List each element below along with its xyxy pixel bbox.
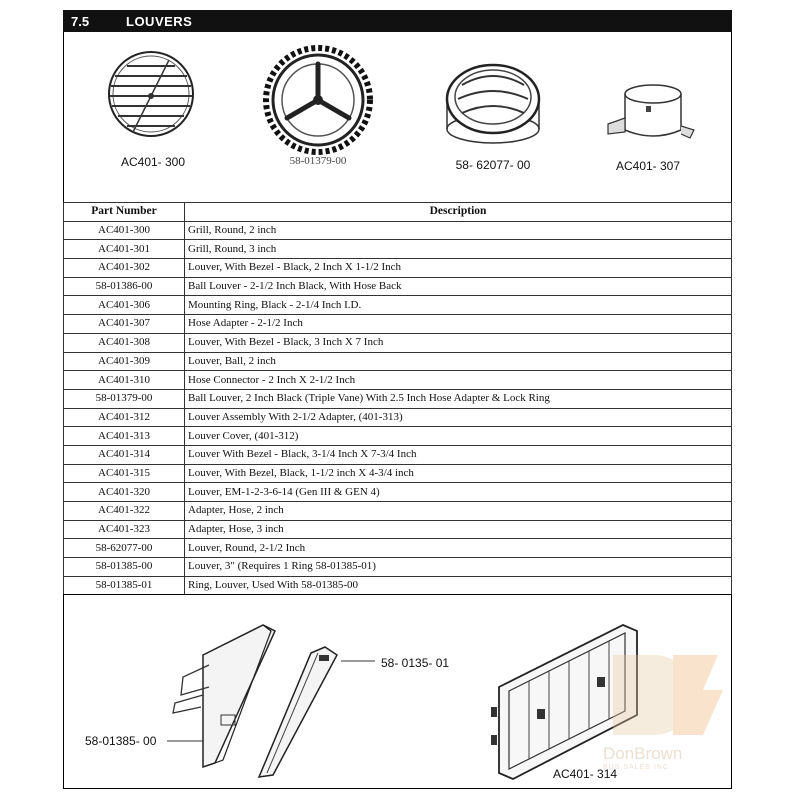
part-label: AC401- 300: [120, 155, 186, 169]
part-number-cell: AC401-307: [64, 315, 185, 334]
triple-vane-ball-louver-icon: [258, 40, 378, 160]
description-cell: Ball Louver - 2-1/2 Inch Black, With Hose Back: [185, 277, 732, 296]
description-cell: Hose Connector - 2 Inch X 2-1/2 Inch: [185, 371, 732, 390]
D3-logo-icon: [603, 645, 728, 745]
table-row: [64, 277, 732, 296]
hose-adapter-icon: [598, 72, 698, 152]
table-row: [64, 371, 732, 390]
description-cell: Louver, EM-1-2-3-6-14 (Gen III & GEN 4): [185, 483, 732, 502]
column-header-part-number: Part Number: [64, 203, 185, 222]
callout-ring: 58- 0135- 01: [381, 656, 450, 670]
part-number-cell: AC401-314: [64, 445, 185, 464]
part-number-cell: AC401-300: [64, 221, 185, 240]
part-number-cell: AC401-313: [64, 427, 185, 446]
part-label: 58- 62077- 00: [455, 158, 531, 172]
description-cell: Adapter, Hose, 2 inch: [185, 502, 732, 521]
part-number-cell: AC401-302: [64, 259, 185, 278]
description-cell: Ring, Louver, Used With 58-01385-00: [185, 576, 732, 595]
table-row: [64, 333, 732, 352]
watermark-tagline: BUS SALES INC: [603, 764, 669, 771]
part-number-cell: AC401-320: [64, 483, 185, 502]
watermark: [603, 645, 728, 785]
table-row: [64, 558, 732, 577]
part-number-cell: 58-62077-00: [64, 539, 185, 558]
part-number-cell: AC401-323: [64, 520, 185, 539]
part-label: 58-01379-00: [289, 155, 347, 167]
table-row: [64, 352, 732, 371]
table-row: [64, 296, 732, 315]
part-number-cell: AC401-322: [64, 502, 185, 521]
part-number-cell: 58-01386-00: [64, 277, 185, 296]
part-image-ac401-300: [103, 42, 203, 169]
table-row: [64, 221, 732, 240]
description-cell: Mounting Ring, Black - 2-1/4 Inch I.D.: [185, 296, 732, 315]
part-number-cell: 58-01385-00: [64, 558, 185, 577]
round-louver-icon: [438, 47, 548, 157]
section-number: 7.5: [71, 13, 90, 29]
description-cell: Adapter, Hose, 3 inch: [185, 520, 732, 539]
description-cell: Louver, Round, 2-1/2 Inch: [185, 539, 732, 558]
callout-louver: 58-01385- 00: [85, 734, 157, 748]
product-images-row: [63, 32, 732, 202]
table-row: [64, 259, 732, 278]
assembly-illustrations: [63, 594, 732, 790]
table-row: [64, 483, 732, 502]
description-cell: Louver Assembly With 2-1/2 Adapter, (401-313): [185, 408, 732, 427]
table-header-row: [64, 203, 732, 222]
part-number-cell: AC401-310: [64, 371, 185, 390]
table-row: [64, 315, 732, 334]
part-image-58-62077-00: [438, 47, 548, 172]
parts-table: [63, 202, 732, 595]
table-row: [64, 576, 732, 595]
column-header-description: Description: [185, 203, 732, 222]
part-number-cell: 58-01385-01: [64, 576, 185, 595]
description-cell: Grill, Round, 3 inch: [185, 240, 732, 259]
part-number-cell: AC401-308: [64, 333, 185, 352]
louver-exploded-icon: [173, 625, 337, 777]
description-cell: Louver, Ball, 2 inch: [185, 352, 732, 371]
table-row: [64, 427, 732, 446]
part-number-cell: AC401-312: [64, 408, 185, 427]
table-row: [64, 389, 732, 408]
part-number-cell: 58-01379-00: [64, 389, 185, 408]
part-number-cell: AC401-315: [64, 464, 185, 483]
part-number-cell: AC401-306: [64, 296, 185, 315]
table-row: [64, 240, 732, 259]
description-cell: Louver, With Bezel, Black, 1-1/2 inch X 4-3/4 inch: [185, 464, 732, 483]
section-header: [63, 10, 732, 32]
table-row: [64, 539, 732, 558]
description-cell: Ball Louver, 2 Inch Black (Triple Vane) With 2.5 Inch Hose Adapter & Lock Ring: [185, 389, 732, 408]
table-row: [64, 464, 732, 483]
callout-bezel: AC401- 314: [553, 767, 618, 781]
table-row: [64, 445, 732, 464]
section-title: LOUVERS: [126, 13, 193, 29]
part-number-cell: AC401-301: [64, 240, 185, 259]
part-number-cell: AC401-309: [64, 352, 185, 371]
watermark-brand: DonBrown: [603, 744, 683, 763]
description-cell: Louver With Bezel - Black, 3-1/4 Inch X 7-3/4 Inch: [185, 445, 732, 464]
description-cell: Louver, With Bezel - Black, 2 Inch X 1-1/2 Inch: [185, 259, 732, 278]
part-label: AC401- 307: [615, 159, 681, 173]
part-image-ac401-307: [598, 72, 698, 173]
table-row: [64, 520, 732, 539]
description-cell: Grill, Round, 2 inch: [185, 221, 732, 240]
description-cell: Louver Cover, (401-312): [185, 427, 732, 446]
table-row: [64, 408, 732, 427]
description-cell: Hose Adapter - 2-1/2 Inch: [185, 315, 732, 334]
part-image-58-01379-00: [258, 40, 378, 167]
table-row: [64, 502, 732, 521]
description-cell: Louver, 3" (Requires 1 Ring 58-01385-01): [185, 558, 732, 577]
description-cell: Louver, With Bezel - Black, 3 Inch X 7 Inch: [185, 333, 732, 352]
round-grill-icon: [103, 42, 203, 152]
